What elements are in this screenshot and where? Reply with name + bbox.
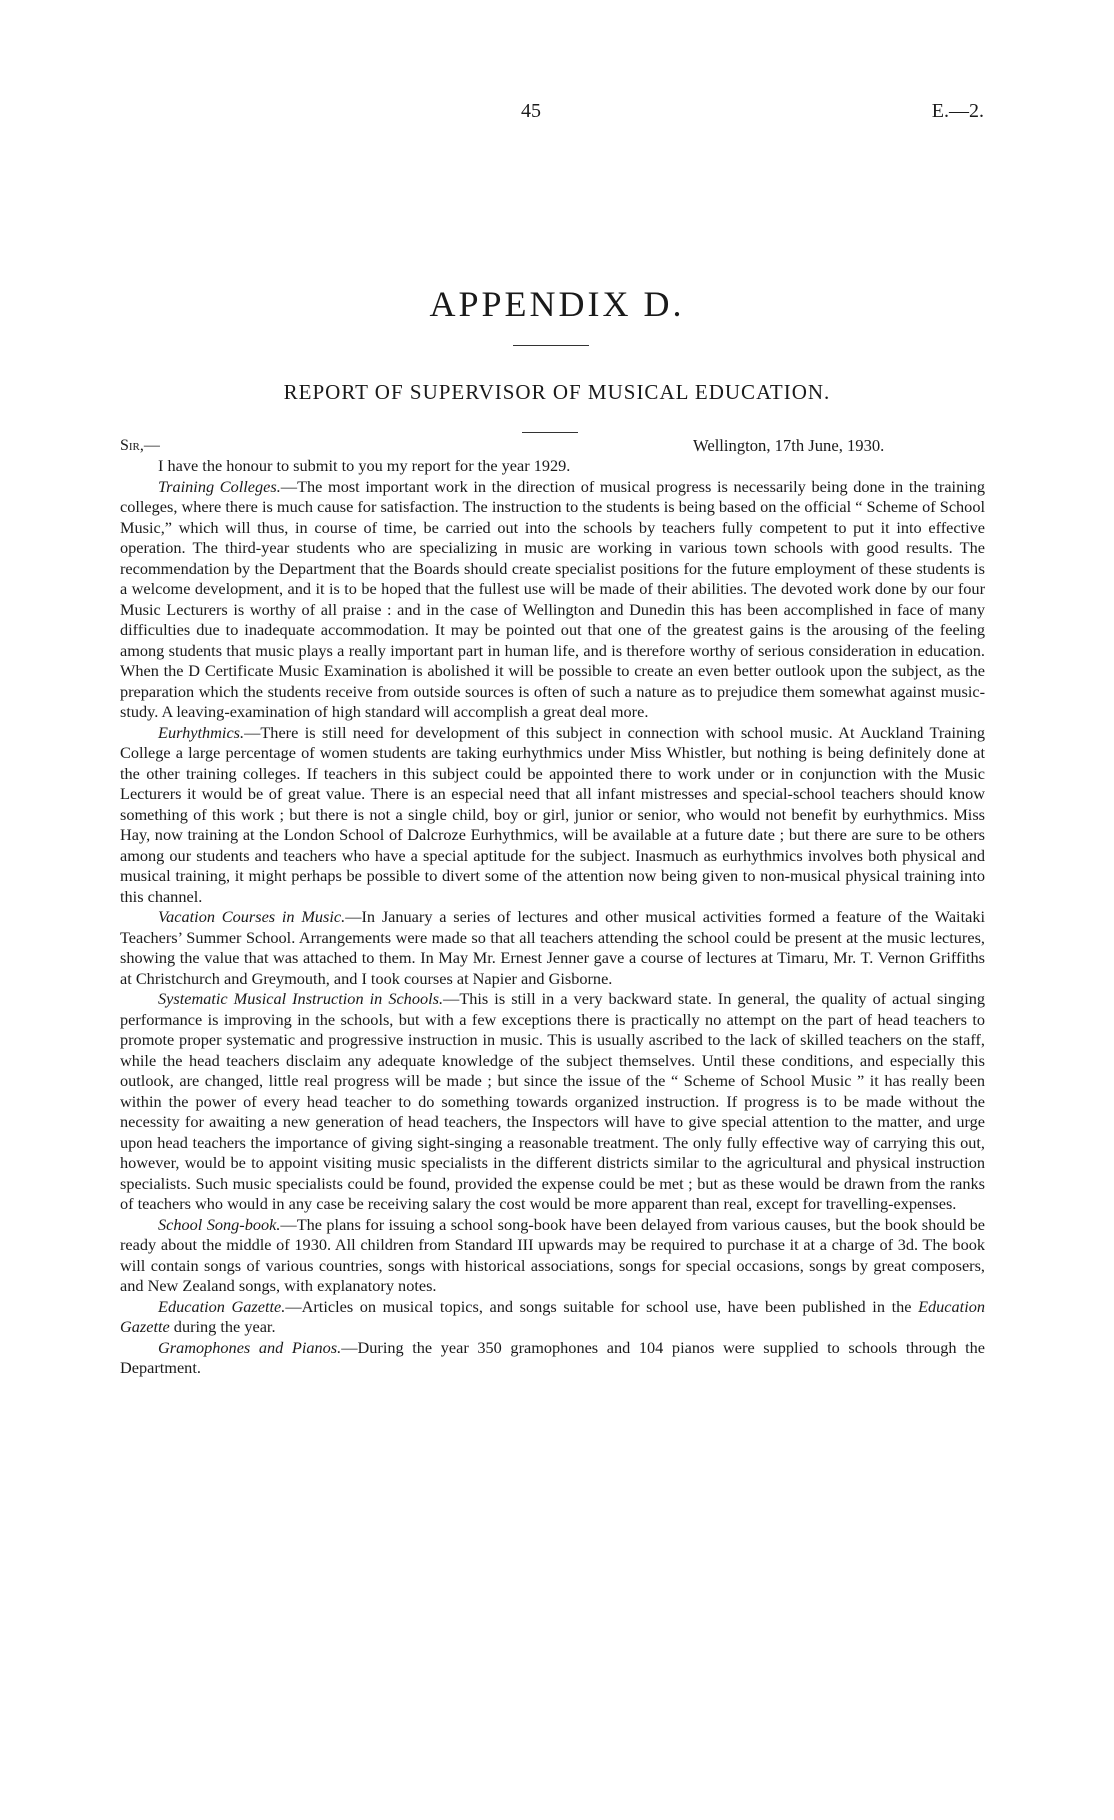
- section-heading: Vacation Courses in Music.: [158, 907, 346, 926]
- section-text: —The most important work in the direction of musical progress is necessarily being done in the training colleges, where there is much cause for satisfaction. The instruction to the students is being based on the official “ Scheme of School Music,” which will thus, in course of time, be carried out into the schools by teachers fully competent to put it into effective operation. The third-year students who are specializing in music are working in various town schools with good results. The recommendation by the Department that the Boards should create specialist positions for the future employment of these students is a welcome development, and it is to be hoped that the fullest use will be made of their abilities. The devoted work done by our four Music Lecturers is worthy of all praise : and in the case of Wellington and Dunedin this has been accomplished in face of many difficulties due to inadequate accommodation. It may be pointed out that one of the greatest gains is the arousing of the feeling among students that music plays a really important part in human life, and is therefore worthy of serious consideration in education. When the D Certificate Music Examination is abolished it will be possible to create an even better outlook upon the subject, as the preparation which the students receive from outside sources is often of such a nature as to prejudice them somewhat against music-study. A leaving-examination of high standard will accomplish a great deal more.: [120, 476, 986, 721]
- dateline: Wellington, 17th June, 1930.: [693, 436, 885, 455]
- section-school-song-book: [120, 1215, 985, 1297]
- section-heading: School Song-book.: [158, 1214, 281, 1234]
- section-heading: Systematic Musical Instruction in Schools.: [158, 989, 444, 1008]
- inline-title: Education Gazette: [120, 1296, 985, 1336]
- section-text: —The plans for issuing a school song-book have been delayed from various causes, but the book should be ready about the middle of 1930. All children from Standard III upwards may be required to purchase it at a charge of 3d. The book will contain songs of various countries, songs with historical associations, songs for special occasions, songs by great composers, and New Zealand songs, with explanatory notes.: [120, 1214, 985, 1295]
- section-text: —There is still need for development of this subject in connection with school music. At Auckland Training College a large percentage of women students are taking eurhythmics under Miss Whistler, but nothing is being definitely done at the other training colleges. If teachers in this subject could be appointed there to work under or in conjunction with the Music Lecturers it would be of great value. There is an especial need that all infant mistresses and special-school teachers should know something of this work ; but there is not a single child, boy or girl, junior or senior, who would not benefit by eurhythmics. Miss Hay, now training at the London School of Dalcroze Eurhythmics, will be available at a future date ; but there are sure to be others among our students and teachers who have a special aptitude for the subject. Inasmuch as eurhythmics involves both physical and musical training, it might perhaps be possible to divert some of the attention now being given to non-musical physical training into this channel.: [120, 722, 985, 906]
- appendix-title: APPENDIX D.: [429, 284, 685, 324]
- section-text: —In January a series of lectures and other musical activities formed a feature of the Waitaki Teachers’ Summer School. Arrangements were made so that all teachers attending the school could be present at the music lectures, showing the value that was attached to them. In May Mr. Ernest Jenner gave a course of lectures at Timaru, Mr. T. Vernon Griffiths at Christchurch and Greymouth, and I took courses at Napier and Gisborne.: [120, 907, 985, 988]
- section-systematic-instruction: [120, 989, 985, 1215]
- section-heading: Training Colleges.: [158, 476, 281, 496]
- section-heading: Education Gazette.: [158, 1296, 286, 1316]
- section-eurhythmics: [120, 723, 985, 908]
- salutation: Sir,—: [120, 437, 160, 454]
- report-title: REPORT OF SUPERVISOR OF MUSICAL EDUCATION.: [283, 380, 831, 404]
- section-heading: Gramophones and Pianos.: [158, 1337, 342, 1357]
- title-divider: [513, 345, 589, 346]
- section-text: —Articles on musical topics, and songs suitable for school use, have been published in the: [285, 1296, 919, 1316]
- page-number: 45: [521, 100, 541, 122]
- section-text-end: during the year.: [169, 1317, 276, 1336]
- letter-body: [120, 456, 985, 1379]
- document-code: E.—2.: [931, 100, 984, 122]
- section-heading: Eurhythmics.: [158, 722, 245, 742]
- section-vacation-courses: [120, 907, 985, 989]
- section-text: —This is still in a very backward state. In general, the quality of actual singing performance is improving in the schools, but with a few exceptions there is practically no attempt on the part of head teachers to promote proper systematic and progressive instruction in music. This is usually ascribed to the lack of skilled teachers on the staff, while the head teachers disclaim any adequate knowledge of the subject themselves. Until these conditions, and especially this outlook, are changed, little real progress will be made ; but since the issue of the “ Scheme of School Music ” it has really been within the power of every head teacher to do something towards organized instruction. If progress is to be made without the necessity for awaiting a new generation of head teachers, the Inspectors will have to give special attention to the matter, and urge upon head teachers the importance of giving sight-singing a reasonable treatment. The only fully effective way of carrying this out, however, would be to appoint visiting music specialists in the different districts similar to the agricultural and physical instruction specialists. Such music specialists could be found, provided the expense could be met ; but as these would be drawn from the ranks of teachers who would in any case be receiving salary the cost would be more apparent than real, except for travelling-expenses.: [120, 989, 986, 1213]
- section-training-colleges: [120, 477, 985, 723]
- section-text: —During the year 350 gramophones and 104 pianos were supplied to schools through the Department.: [120, 1337, 985, 1377]
- section-education-gazette: [120, 1297, 985, 1338]
- section-gramophones-pianos: [120, 1338, 985, 1379]
- intro-paragraph: I have the honour to submit to you my report for the year 1929.: [158, 456, 571, 475]
- report-title-divider: [522, 432, 578, 433]
